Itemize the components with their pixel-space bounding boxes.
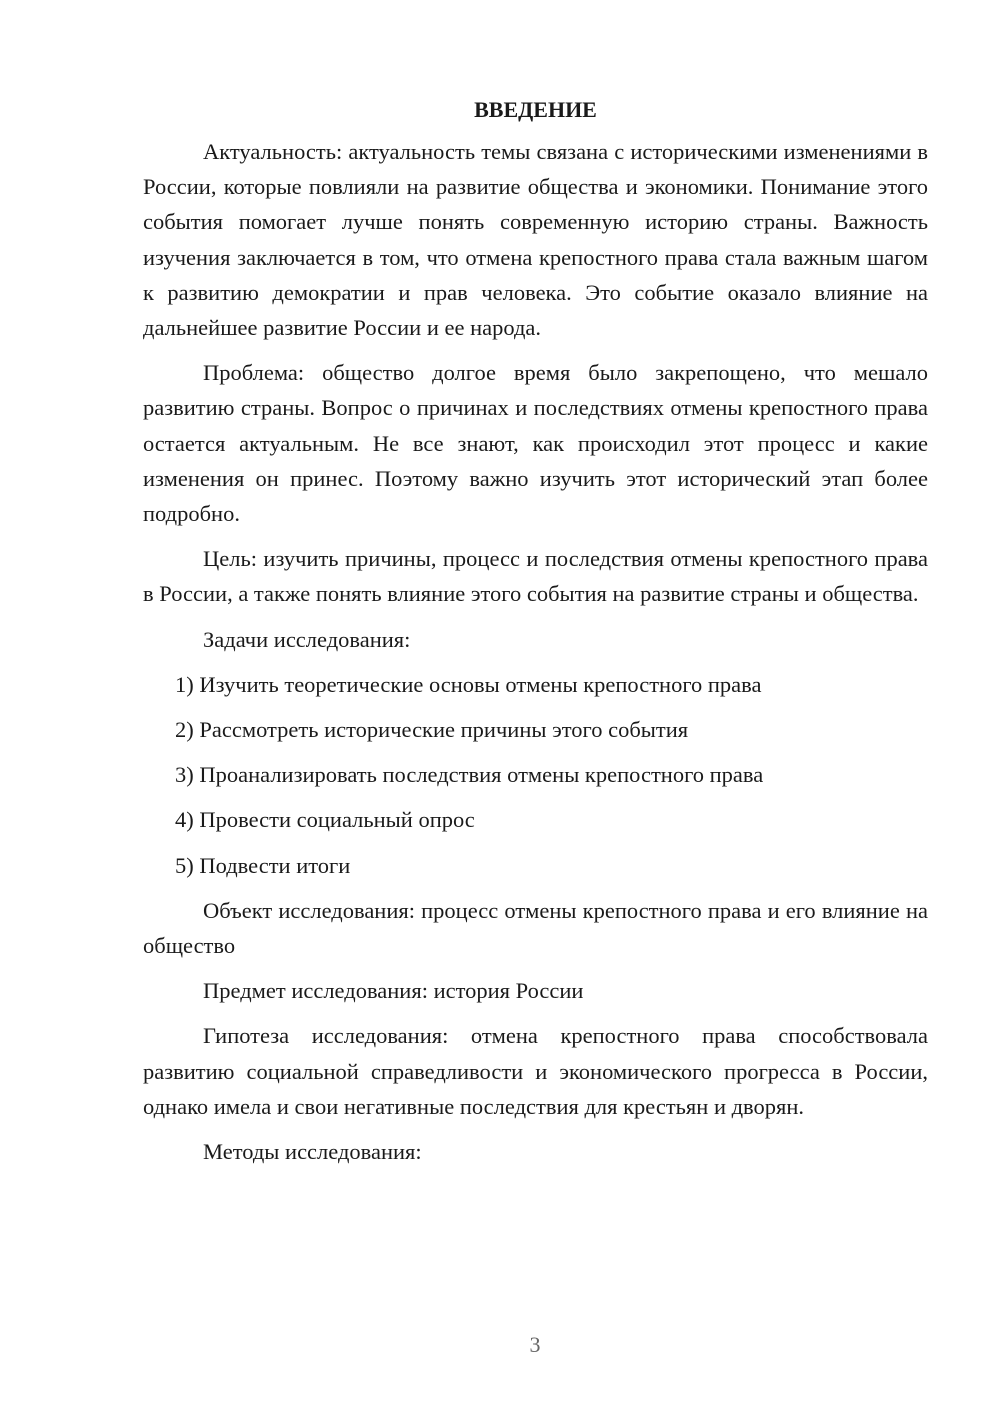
list-item: 3) Проанализировать последствия отмены крепостного права: [175, 762, 764, 788]
paragraph-relevance: Актуальность: актуальность темы связана с историческими изменениями в России, которые повлияли на развитие общества и экономики. Понимание этого события помогает лучше понять современную историю страны. Важность изучения заключается в том, что отмена крепостного права стала важным шагом к развитию демократии и прав человека. Это событие оказало влияние на дальнейшее развитие России и ее народа.: [143, 139, 928, 341]
paragraph-methods: Методы исследования:: [203, 1139, 422, 1165]
page-number: 3: [529, 1332, 541, 1357]
paragraph-subject: Предмет исследования: история России: [203, 978, 584, 1004]
paragraph-problem: Проблема: общество долгое время было закрепощено, что мешало развитию страны. Вопрос о причинах и последствиях отмены крепостного права остается актуальным. Не все знают, как происходил этот процесс и какие изменения он принес. Поэтому важно изучить этот исторический этап более подробно.: [143, 360, 928, 527]
section-title: ВВЕДЕНИЕ: [474, 97, 597, 122]
paragraph-goal: Цель: изучить причины, процесс и последствия отмены крепостного права в России, а также понять влияние этого события на развитие страны и общества.: [143, 546, 928, 607]
document-page: [143, 90, 928, 1179]
list-item: 2) Рассмотреть исторические причины этого события: [175, 717, 689, 743]
list-item: 4) Провести социальный опрос: [175, 807, 475, 833]
list-item: 5) Подвести итоги: [175, 852, 351, 878]
tasks-heading: Задачи исследования:: [203, 626, 411, 652]
paragraph-object: Объект исследования: процесс отмены крепостного права и его влияние на общество: [143, 897, 928, 959]
tasks-list: [143, 667, 928, 883]
list-item: 1) Изучить теоретические основы отмены крепостного права: [175, 671, 762, 697]
paragraph-hypothesis: Гипотеза исследования: отмена крепостного права способствовала развитию социальной справедливости и экономического прогресса в России, однако имела и свои негативные последствия для крестьян и дворян.: [143, 1023, 928, 1119]
